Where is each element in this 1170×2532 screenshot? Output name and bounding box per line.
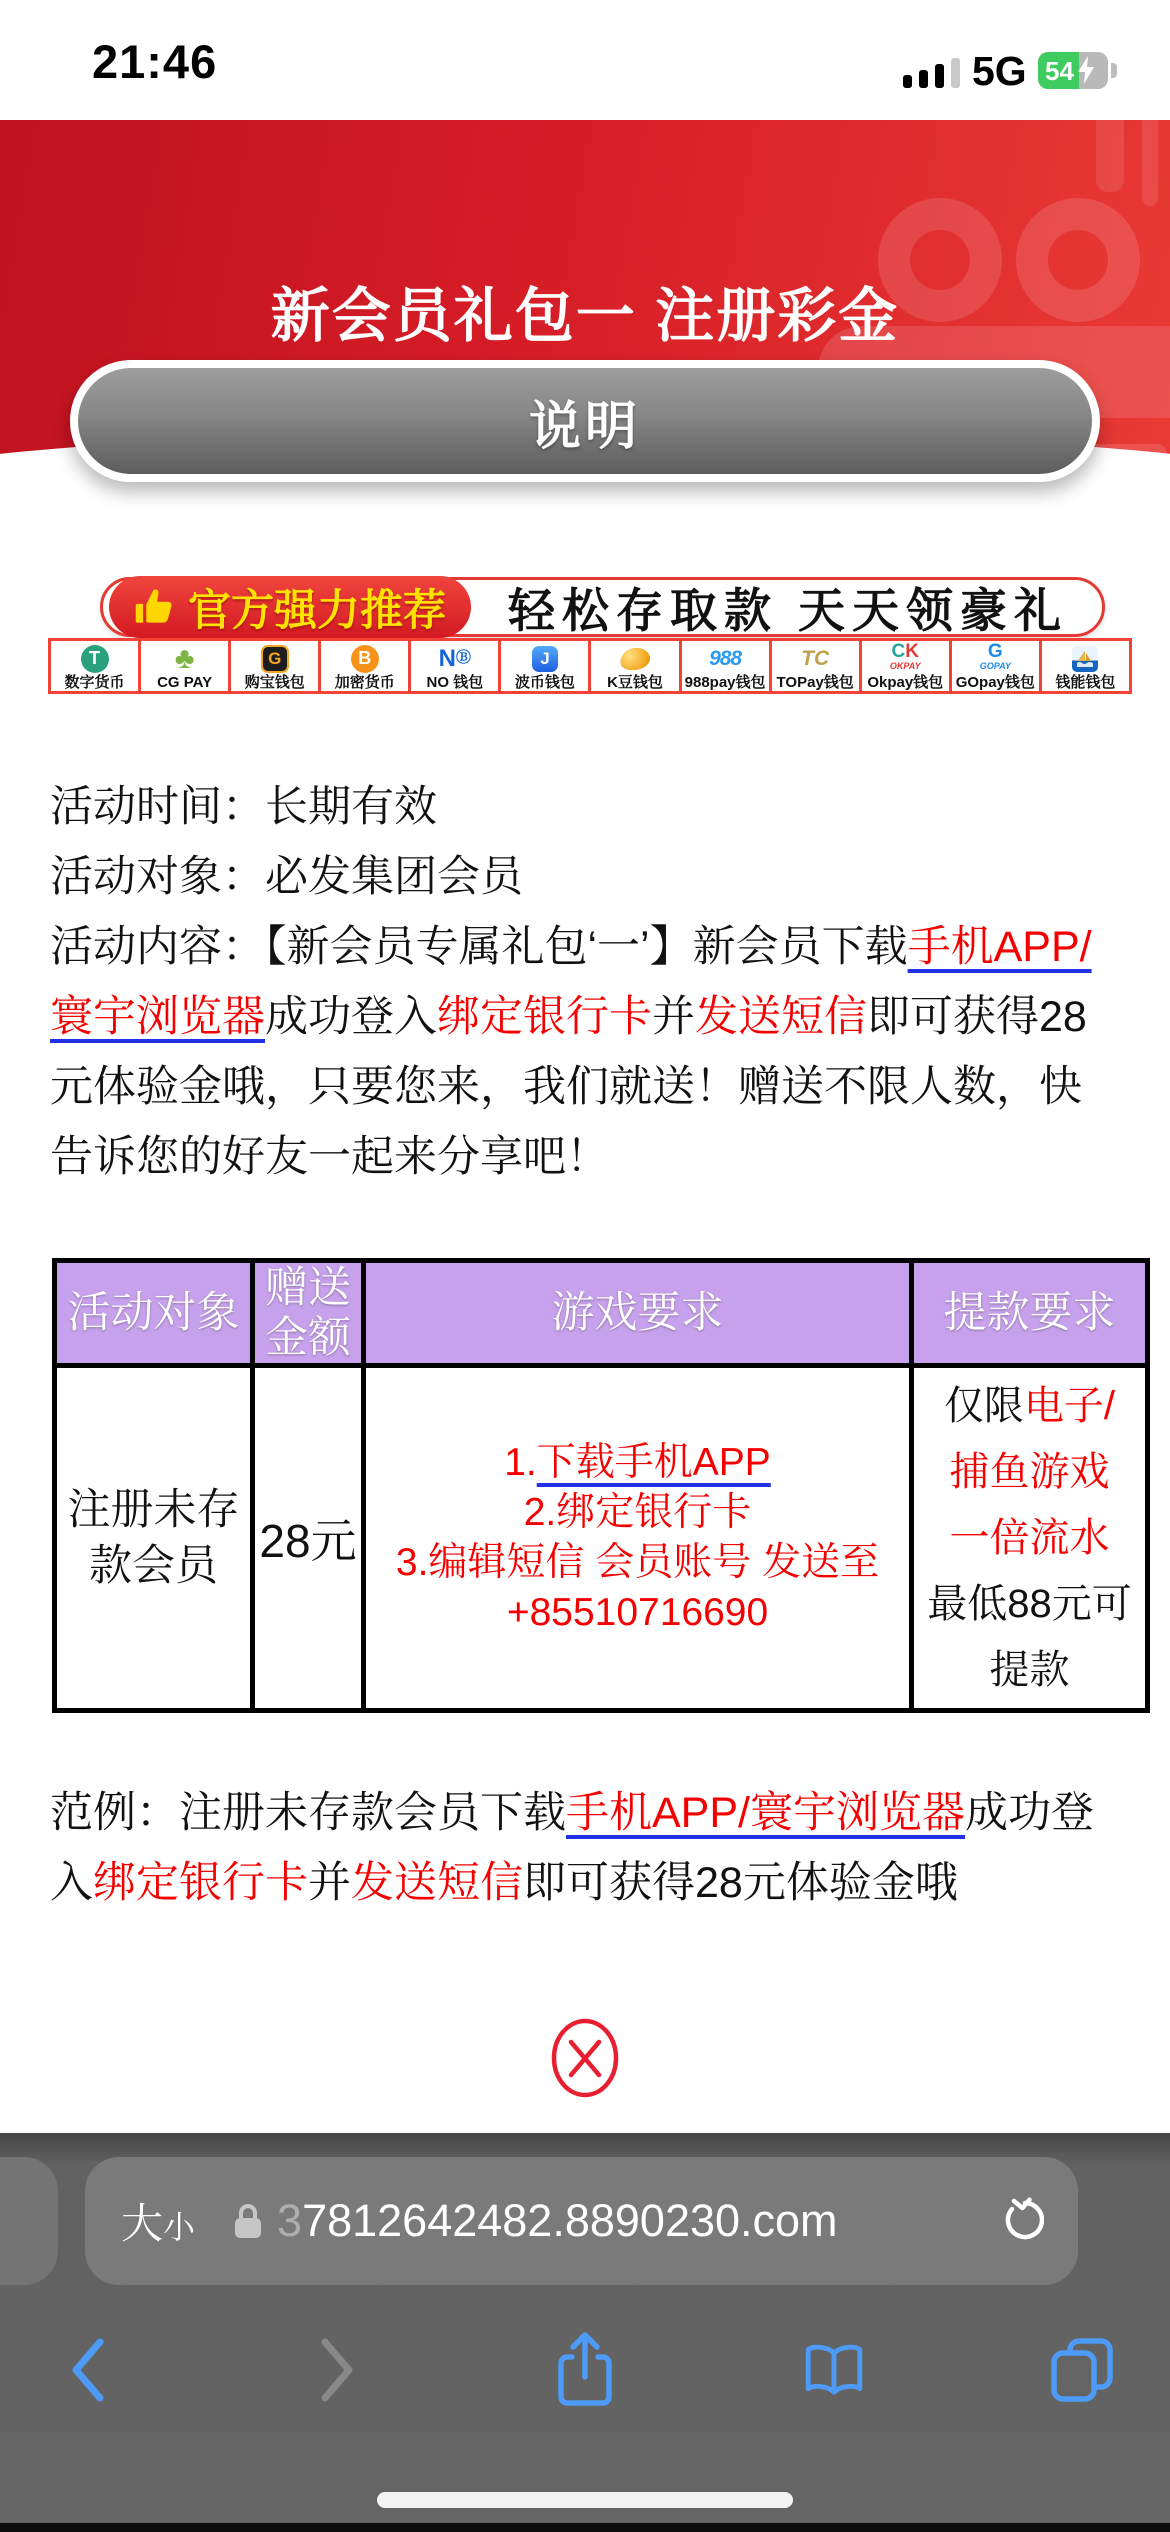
bookmarks-button[interactable]: [802, 2335, 866, 2405]
topay-icon: TC: [801, 646, 830, 670]
th-amount: 赠送金额: [253, 1261, 364, 1366]
wallet-item-bobi: [501, 641, 591, 691]
withdraw-req-line: 提款: [989, 1648, 1070, 1692]
cell-game-requirements: [364, 1366, 912, 1711]
thumbs-up-icon: [134, 586, 176, 628]
official-recommend-label: 官方强力推荐: [188, 586, 446, 635]
recommend-banner: [100, 577, 1105, 637]
wallet-label: NO 钱包: [426, 674, 484, 691]
wallet-label: 数字货币: [64, 674, 125, 691]
wallet-item-crypto: [321, 641, 411, 691]
tether-icon: T: [81, 645, 109, 673]
official-recommend-badge: [109, 576, 471, 638]
wallet-item-shuzihuobi: [51, 641, 141, 691]
withdraw-req-line: 捕鱼游戏: [949, 1450, 1110, 1494]
wallet-label: GOpay钱包: [955, 674, 1035, 691]
page-title: 新会员礼包一 注册彩金: [270, 283, 900, 349]
game-req-line-4: +85510716690: [506, 1591, 769, 1634]
adjacent-tab-edge[interactable]: [0, 2157, 58, 2285]
th-target: 活动对象: [55, 1261, 253, 1366]
back-button[interactable]: [56, 2335, 120, 2405]
wallet-item-gopay: [952, 641, 1042, 691]
wallet-label: 购宝钱包: [244, 674, 305, 691]
wallet-item-okpay: [862, 641, 952, 691]
wallet-label: 加密货币: [334, 674, 395, 691]
forward-button[interactable]: [305, 2335, 369, 2405]
wallet-item-cgpay: [141, 641, 231, 691]
bobi-wallet-icon: J: [532, 646, 558, 672]
bitcoin-icon: B: [351, 645, 379, 673]
cell-withdraw-requirements: [912, 1366, 1148, 1711]
wallet-label: CG PAY: [157, 674, 213, 691]
th-withdraw-req: 提款要求: [912, 1261, 1148, 1366]
wallet-item-no: [411, 641, 501, 691]
status-bar: [0, 0, 1170, 120]
share-button[interactable]: [553, 2335, 617, 2405]
lock-icon: [233, 2202, 263, 2240]
wallet-item-goubao: [231, 641, 321, 691]
wallet-label: 钱能钱包: [1055, 674, 1116, 691]
game-req-line-1[interactable]: 1.下载手机APP: [504, 1441, 771, 1484]
signal-strength-icon: [903, 58, 960, 88]
cell-target: 注册未存款会员: [55, 1366, 253, 1711]
battery-nub: [1111, 63, 1117, 78]
safari-toolbar: [56, 2335, 1114, 2405]
wallet-item-qianneng: [1042, 641, 1129, 691]
okpay-icon: CK OKPAY: [889, 641, 921, 671]
promo-line-time: 活动时间：长期有效: [50, 783, 437, 831]
wallet-logo-strip: [48, 638, 1132, 694]
wallet-item-988pay: [682, 641, 772, 691]
withdraw-req-line: 一倍流水: [949, 1516, 1110, 1560]
reload-button[interactable]: [1000, 2197, 1044, 2245]
withdraw-req-line: 最低88元可: [927, 1582, 1132, 1626]
safari-bottom-bar: [0, 2133, 1170, 2532]
game-req-line-3: 3.编辑短信 会员账号 发送至: [395, 1541, 880, 1584]
goubao-wallet-icon: G: [261, 645, 289, 673]
promo-header: [0, 120, 1170, 560]
promo-text-block: [50, 772, 1122, 1192]
wallet-label: K豆钱包: [607, 674, 663, 691]
example-text: 范例：注册未存款会员下载手机APP/寰宇浏览器成功登入绑定银行卡并发送短信即可获得28元体验金哦: [50, 1789, 1094, 1907]
th-game-req: 游戏要求: [364, 1261, 912, 1366]
no-wallet-icon: N Ⓑ: [438, 644, 472, 672]
cell-amount: 28元: [253, 1366, 364, 1711]
qianneng-wallet-icon: [1072, 646, 1098, 672]
home-indicator[interactable]: [377, 2492, 793, 2508]
battery-percent: 54: [1045, 56, 1074, 86]
close-x-icon: [571, 2042, 599, 2075]
wallet-label: 988pay钱包: [684, 674, 766, 691]
wallet-label: TOPay钱包: [776, 674, 854, 691]
withdraw-req-line: 仅限电子/: [943, 1384, 1116, 1428]
gold-bean-icon: [618, 645, 652, 673]
gopay-icon: G GOPAY: [979, 641, 1011, 671]
game-req-line-2: 2.绑定银行卡: [523, 1491, 752, 1534]
clover-icon: ♣: [174, 641, 195, 675]
wallet-item-topay: [772, 641, 862, 691]
table-header-row: [55, 1261, 1148, 1366]
close-button[interactable]: [551, 2018, 619, 2098]
wallet-label: Okpay钱包: [867, 674, 944, 691]
url-text: 37812642482.8890230.com: [277, 2195, 838, 2246]
charging-bolt-icon: [1075, 55, 1097, 85]
table-row: [55, 1366, 1148, 1711]
clock: 21:46: [92, 35, 218, 88]
banner-headline: 轻松存取款 天天领豪礼: [507, 583, 1069, 637]
battery-icon: [1038, 52, 1108, 89]
wallet-item-kdou: [591, 641, 681, 691]
font-size-button[interactable]: 大 小: [121, 2200, 196, 2247]
address-bar[interactable]: [85, 2157, 1078, 2285]
screen-bottom-edge: [0, 2523, 1170, 2532]
promo-line-content: 活动内容：【新会员专属礼包‘一’】新会员下载手机APP/寰宇浏览器成功登入绑定银行卡并发送短信即可获得28元体验金哦，只要您来，我们就送！赠送不限人数，快告诉您的好友一起来分享吧！: [50, 923, 1092, 1181]
description-tab-label: 说明: [528, 397, 641, 456]
promo-line-target: 活动对象：必发集团会员: [50, 853, 523, 901]
wallet-label: 波币钱包: [514, 674, 575, 691]
988pay-icon: 988: [709, 646, 742, 670]
description-tab-button[interactable]: [70, 360, 1100, 482]
promo-table: [52, 1258, 1150, 1713]
tabs-button[interactable]: [1050, 2335, 1114, 2405]
network-type-label: 5G: [972, 48, 1027, 94]
